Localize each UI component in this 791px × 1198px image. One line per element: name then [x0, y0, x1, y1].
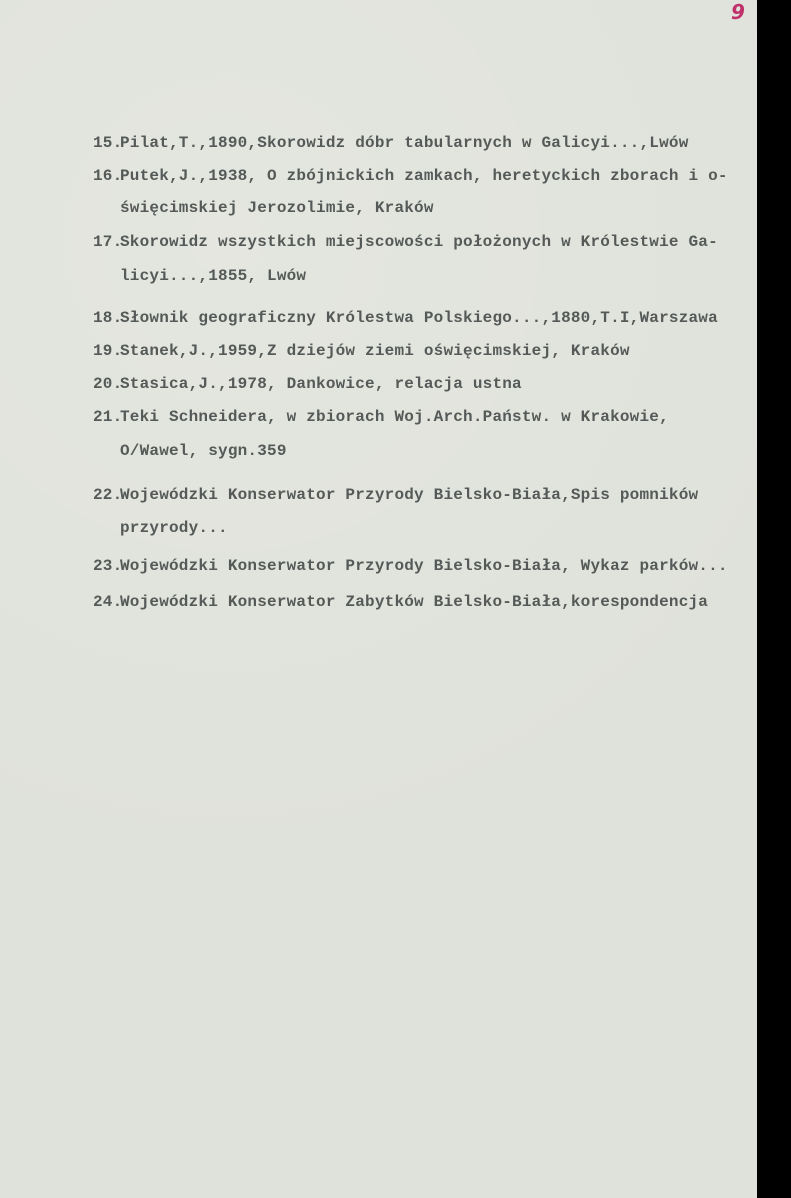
entry-text-continued: przyrody...	[120, 519, 228, 537]
entry-text-continued: licyi...,1855, Lwów	[120, 267, 307, 285]
entry-text: Skorowidz wszystkich miejscowości położonych w Królestwie Ga-	[120, 233, 718, 251]
entry-number: 20.	[93, 375, 123, 393]
entry-text: Putek,J.,1938, O zbójnickich zamkach, heretyckich zborach i o-	[120, 167, 728, 185]
entry-number: 18.	[93, 309, 123, 327]
entry-number: 17.	[93, 233, 123, 251]
entry-number: 22.	[93, 486, 123, 504]
entry-text: Wojewódzki Konserwator Przyrody Bielsko-Biała, Wykaz parków...	[120, 557, 728, 575]
entry-text: Wojewódzki Konserwator Przyrody Bielsko-Biała,Spis pomników	[120, 486, 699, 504]
entry-text: Teki Schneidera, w zbiorach Woj.Arch.Państw. w Krakowie,	[120, 408, 669, 426]
entry-number: 24.	[93, 593, 123, 611]
entry-number: 21.	[93, 408, 123, 426]
entry-text: Pilat,T.,1890,Skorowidz dóbr tabularnych w Galicyi...,Lwów	[120, 134, 689, 152]
entry-text: Wojewódzki Konserwator Zabytków Bielsko-Biała,korespondencja	[120, 593, 709, 611]
entry-number: 15.	[93, 134, 123, 152]
entry-text: Stasica,J.,1978, Dankowice, relacja ustna	[120, 375, 522, 393]
entry-number: 16.	[93, 167, 123, 185]
entry-number: 19.	[93, 342, 123, 360]
entry-text-continued: O/Wawel, sygn.359	[120, 442, 287, 460]
page-number: 9	[731, 0, 745, 24]
entry-number: 23.	[93, 557, 123, 575]
entry-text: Słownik geograficzny Królestwa Polskiego...,1880,T.I,Warszawa	[120, 309, 718, 327]
entry-text: Stanek,J.,1959,Z dziejów ziemi oświęcimskiej, Kraków	[120, 342, 630, 360]
entry-text-continued: święcimskiej Jerozolimie, Kraków	[120, 199, 434, 217]
